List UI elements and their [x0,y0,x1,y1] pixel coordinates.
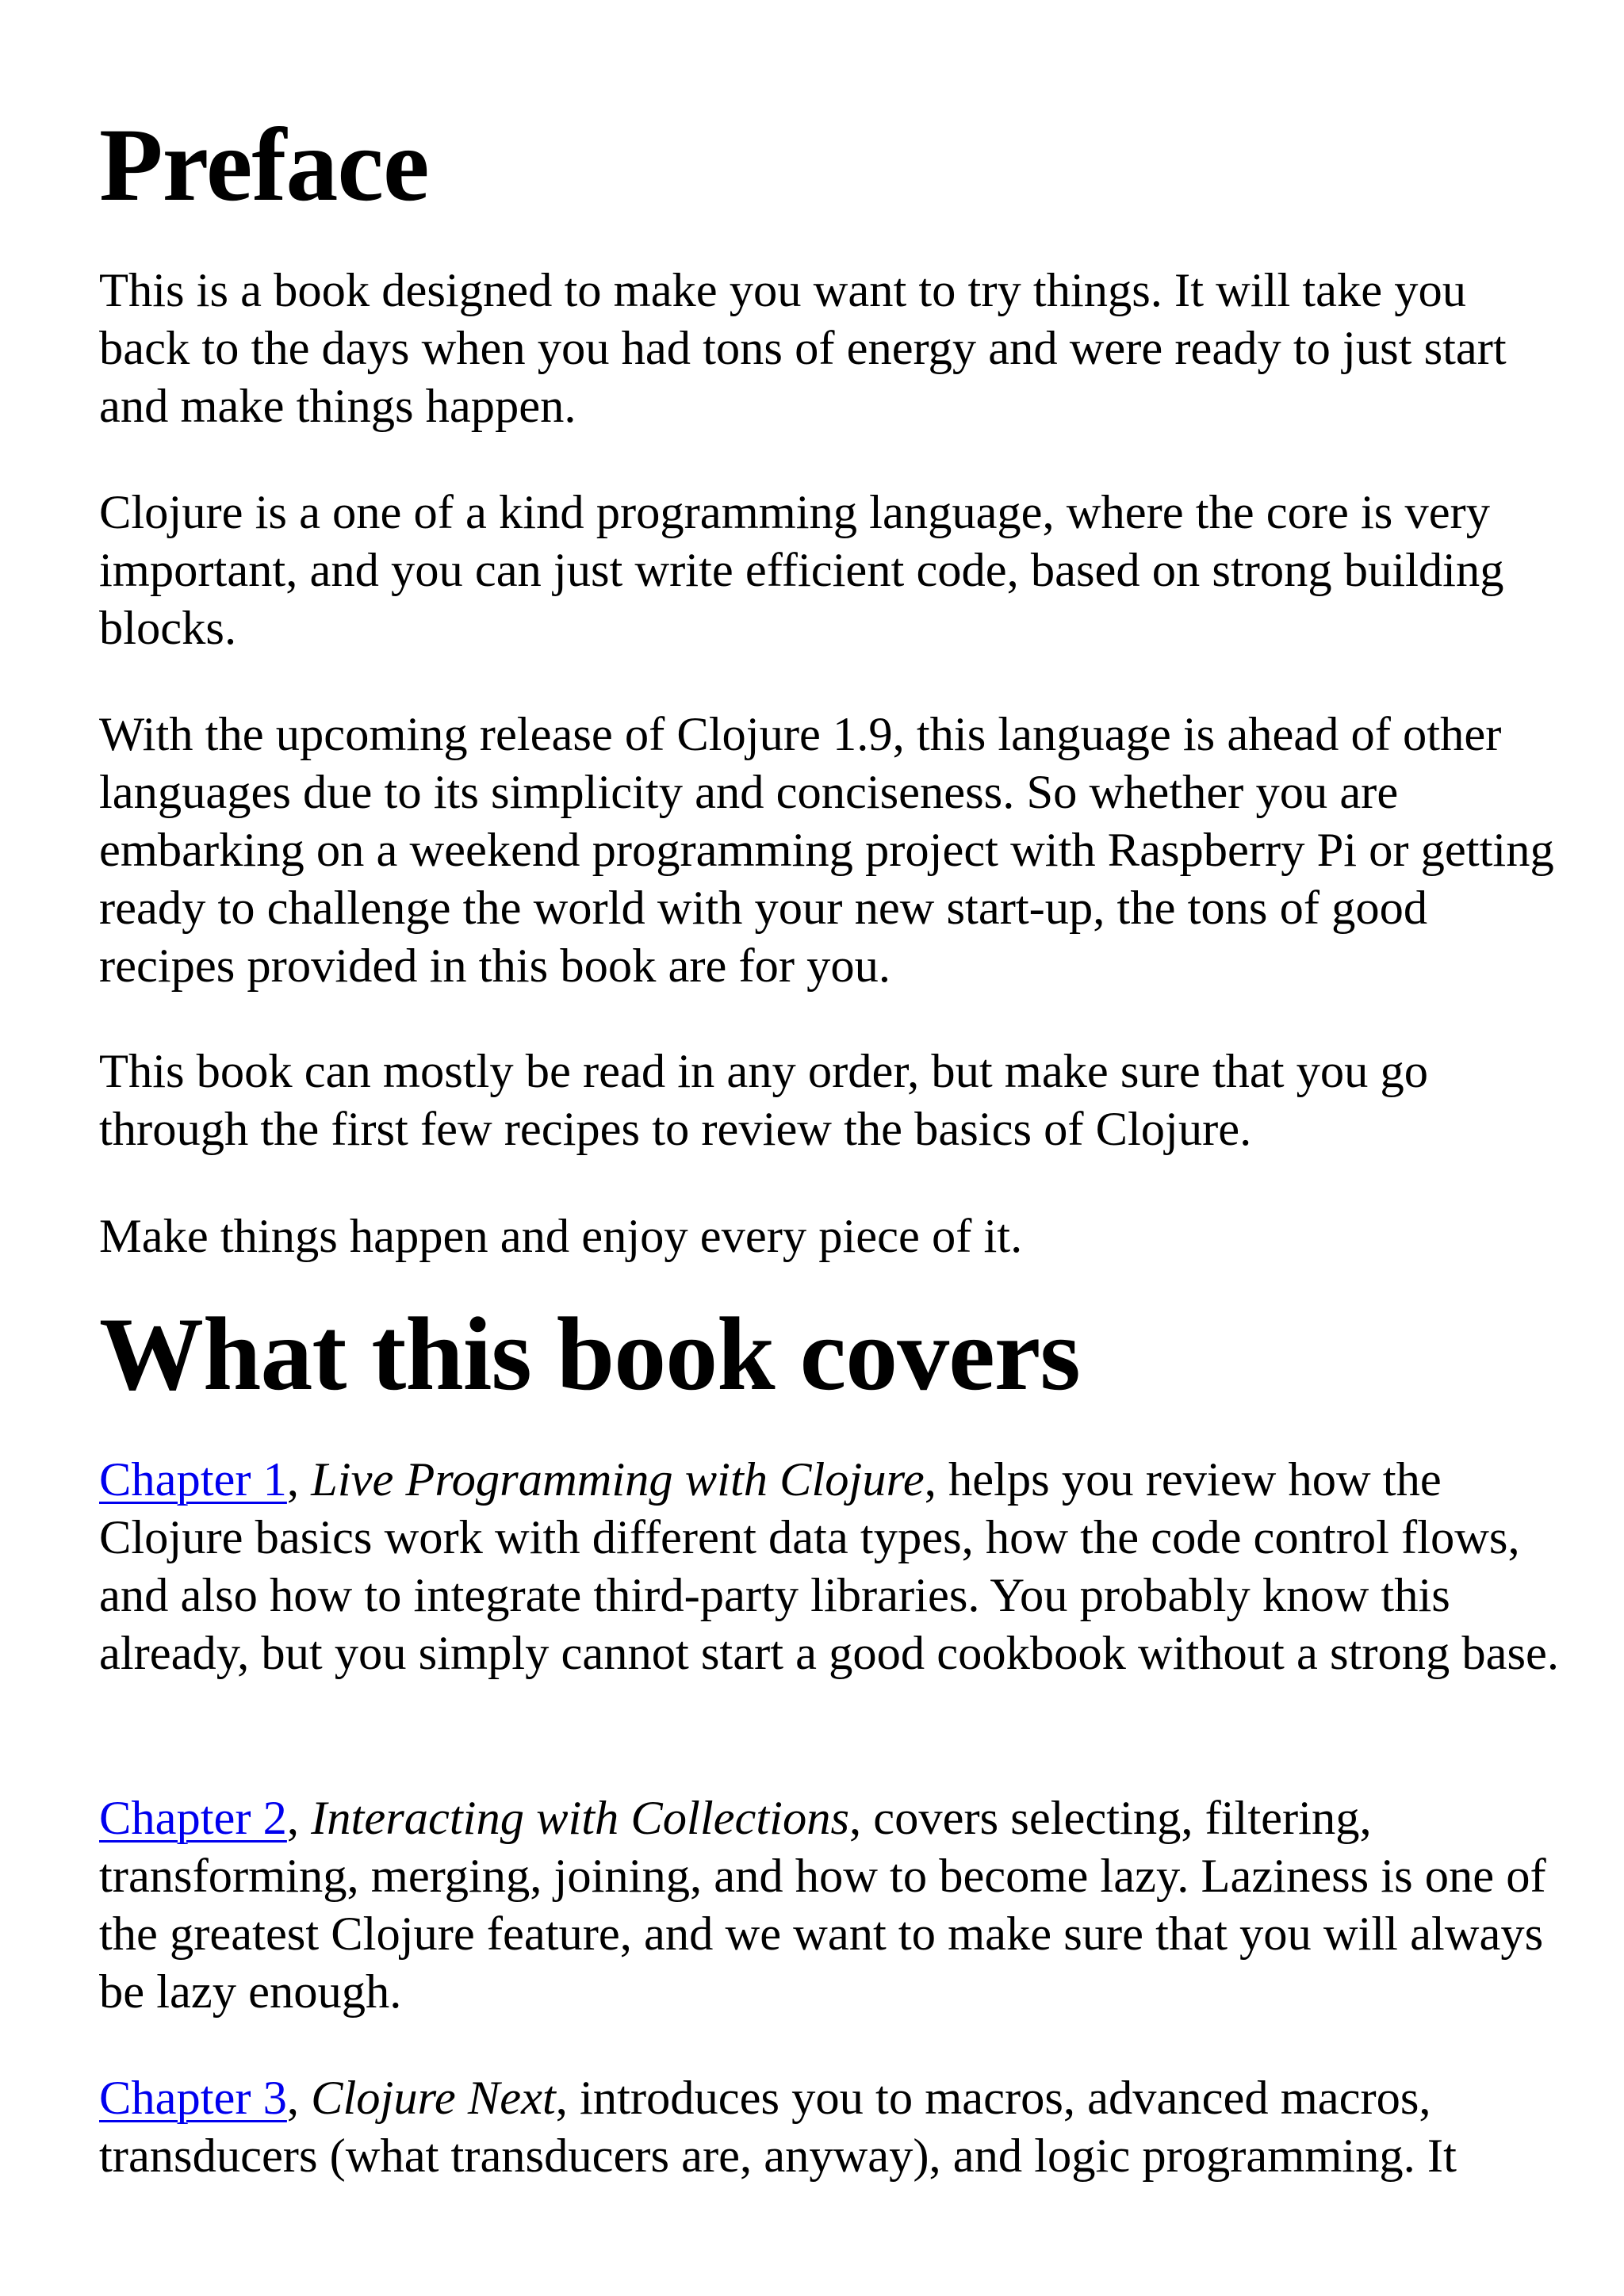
chapter-2-description: , covers selecting, filtering, transforming, merging, joining, and how to become lazy. Laziness is one of the greatest Clojure feature, and we want to make sure that you will always be lazy enough. [99,1792,1546,2019]
chapter-2-paragraph [99,1789,1566,2021]
preface-heading: Preface [99,106,429,223]
chapter-1-title: Live Programming with Clojure [311,1453,925,1506]
chapter-2-link[interactable]: Chapter 2 [99,1792,287,1845]
chapter-1-link[interactable]: Chapter 1 [99,1453,287,1506]
chapter-3-title: Clojure Next [311,2072,556,2125]
preface-paragraph-5: Make things happen and enjoy every piece of it. [99,1210,1023,1263]
preface-paragraph-2: Clojure is a one of a kind programming language, where the core is very important, and you can just write efficient code, based on strong building blocks. [99,486,1504,655]
chapter-1-description: , helps you review how the Clojure basics work with different data types, how the code control flows, and also how to integrate third-party libraries. You probably know this already, but you simply cannot start a good cookbook without a strong base. [99,1453,1559,1680]
chapter-1-paragraph [99,1451,1566,1682]
preface-paragraph-1: This is a book designed to make you want to try things. It will take you back to the days when you had tons of energy and were ready to just start and make things happen. [99,264,1507,433]
chapter-2-separator: , [286,1792,312,1845]
chapter-3-separator: , [286,2072,312,2125]
preface-paragraph-4: This book can mostly be read in any order, but make sure that you go through the first few recipes to review the basics of Clojure. [99,1045,1429,1156]
chapter-3-description: , introduces you to macros, advanced macros, transducers (what transducers are, anyway), and logic programming. It [99,2072,1457,2183]
preface-paragraph-3: With the upcoming release of Clojure 1.9, this language is ahead of other languages due to its simplicity and conciseness. So whether you are embarking on a weekend programming project with Raspberry Pi or getting ready to challenge the world with your new start-up, the tons of good recipes provided in this book are for you. [99,708,1554,993]
chapter-3-link[interactable]: Chapter 3 [99,2072,287,2125]
chapter-3-paragraph [99,2069,1566,2185]
chapter-1-separator: , [286,1453,312,1506]
chapter-2-title: Interacting with Collections [311,1792,850,1845]
covers-heading: What this book covers [99,1295,1080,1412]
